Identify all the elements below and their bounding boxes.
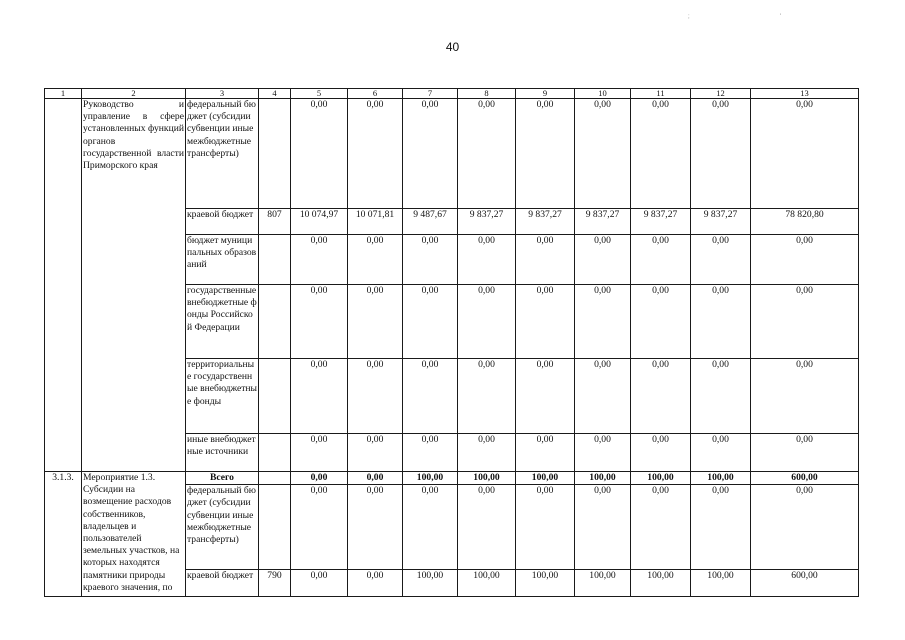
value-cell: 9 837,27	[691, 209, 751, 235]
value-cell: 0,00	[458, 485, 516, 570]
value-cell: 0,00	[691, 235, 751, 285]
column-header: 2	[82, 89, 186, 99]
page-number: 40	[445, 40, 460, 54]
row-number-cell	[45, 99, 82, 472]
table-row	[45, 99, 859, 209]
value-cell: 0,00	[631, 434, 691, 472]
column-header: 11	[631, 89, 691, 99]
value-cell: 0,00	[575, 285, 631, 359]
value-cell: 0,00	[751, 359, 859, 434]
value-cell: 100,00	[403, 472, 458, 485]
value-cell: 100,00	[516, 570, 575, 597]
funding-source: государственные внебюджетные фонды Российской Федерации	[186, 285, 259, 359]
value-cell: 0,00	[291, 285, 348, 359]
header-row	[45, 89, 859, 99]
activity-description: Мероприятие 1.3. Субсидии на возмещение расходов собственников, владельцев и пользователей земельных участков, на которых находятся памятники природы краевого значения, по	[82, 472, 186, 597]
value-cell: 0,00	[575, 235, 631, 285]
budget-code: 790	[259, 570, 291, 597]
value-cell: 100,00	[631, 570, 691, 597]
budget-code	[259, 235, 291, 285]
value-cell: 0,00	[291, 434, 348, 472]
funding-source: бюджет муниципальных образований	[186, 235, 259, 285]
budget-code	[259, 434, 291, 472]
column-header: 7	[403, 89, 458, 99]
value-cell: 100,00	[575, 472, 631, 485]
value-cell: 0,00	[575, 485, 631, 570]
budget-code	[259, 99, 291, 209]
value-cell: 600,00	[751, 570, 859, 597]
corner-mark-left: ;	[688, 14, 690, 20]
value-cell: 0,00	[516, 285, 575, 359]
value-cell: 10 074,97	[291, 209, 348, 235]
funding-source: федеральный бюджет (субсидии субвенции иные межбюджетные трансферты)	[186, 485, 259, 570]
value-cell: 9 837,27	[458, 209, 516, 235]
value-cell: 0,00	[348, 285, 403, 359]
value-cell: 100,00	[458, 472, 516, 485]
value-cell: 0,00	[291, 99, 348, 209]
value-cell: 100,00	[691, 570, 751, 597]
budget-code	[259, 285, 291, 359]
column-header: 5	[291, 89, 348, 99]
value-cell: 0,00	[458, 285, 516, 359]
value-cell: 0,00	[575, 359, 631, 434]
value-cell: 0,00	[403, 359, 458, 434]
funding-source: федеральный бюджет (субсидии субвенции иные межбюджетные трансферты)	[186, 99, 259, 209]
column-header: 12	[691, 89, 751, 99]
value-cell: 0,00	[631, 235, 691, 285]
value-cell: 9 837,27	[631, 209, 691, 235]
column-header: 8	[458, 89, 516, 99]
value-cell: 0,00	[575, 99, 631, 209]
budget-table	[44, 88, 859, 597]
value-cell: 100,00	[575, 570, 631, 597]
value-cell: 600,00	[751, 472, 859, 485]
value-cell: 0,00	[403, 235, 458, 285]
value-cell: 100,00	[458, 570, 516, 597]
value-cell: 0,00	[631, 485, 691, 570]
budget-code	[259, 485, 291, 570]
row-number-cell: 3.1.3.	[45, 472, 82, 597]
value-cell: 0,00	[291, 472, 348, 485]
column-header: 3	[186, 89, 259, 99]
value-cell: 0,00	[403, 99, 458, 209]
budget-code: 807	[259, 209, 291, 235]
value-cell: 0,00	[691, 285, 751, 359]
value-cell: 0,00	[691, 99, 751, 209]
value-cell: 0,00	[631, 285, 691, 359]
value-cell: 0,00	[516, 99, 575, 209]
value-cell: 0,00	[403, 485, 458, 570]
value-cell: 0,00	[458, 434, 516, 472]
funding-source: краевой бюджет	[186, 570, 259, 597]
value-cell: 0,00	[751, 434, 859, 472]
budget-code	[259, 359, 291, 434]
funding-source: краевой бюджет	[186, 209, 259, 235]
value-cell: 0,00	[751, 235, 859, 285]
value-cell: 0,00	[458, 235, 516, 285]
value-cell: 0,00	[348, 99, 403, 209]
value-cell: 0,00	[348, 472, 403, 485]
value-cell: 100,00	[403, 570, 458, 597]
value-cell: 9 837,27	[516, 209, 575, 235]
value-cell: 10 071,81	[348, 209, 403, 235]
value-cell: 9 837,27	[575, 209, 631, 235]
column-header: 9	[516, 89, 575, 99]
value-cell: 0,00	[516, 434, 575, 472]
table-row	[45, 472, 859, 485]
value-cell: 0,00	[575, 434, 631, 472]
value-cell: 0,00	[458, 99, 516, 209]
value-cell: 0,00	[291, 485, 348, 570]
value-cell: 0,00	[348, 359, 403, 434]
value-cell: 0,00	[631, 359, 691, 434]
value-cell: 100,00	[516, 472, 575, 485]
budget-code	[259, 472, 291, 485]
value-cell: 0,00	[751, 99, 859, 209]
value-cell: 100,00	[691, 472, 751, 485]
funding-source: территориальные государственные внебюджетные фонды	[186, 359, 259, 434]
corner-mark-right: '	[780, 14, 782, 20]
value-cell: 0,00	[691, 485, 751, 570]
value-cell: 0,00	[691, 434, 751, 472]
value-cell: 0,00	[458, 359, 516, 434]
value-cell: 0,00	[691, 359, 751, 434]
value-cell: 0,00	[403, 434, 458, 472]
column-header: 1	[45, 89, 82, 99]
column-header: 4	[259, 89, 291, 99]
value-cell: 0,00	[403, 285, 458, 359]
column-header: 6	[348, 89, 403, 99]
value-cell: 78 820,80	[751, 209, 859, 235]
value-cell: 0,00	[291, 235, 348, 285]
value-cell: 0,00	[348, 235, 403, 285]
column-header: 13	[751, 89, 859, 99]
value-cell: 100,00	[631, 472, 691, 485]
funding-source: Всего	[186, 472, 259, 485]
value-cell: 0,00	[291, 359, 348, 434]
value-cell: 9 487,67	[403, 209, 458, 235]
value-cell: 0,00	[631, 99, 691, 209]
value-cell: 0,00	[348, 434, 403, 472]
value-cell: 0,00	[348, 485, 403, 570]
value-cell: 0,00	[291, 570, 348, 597]
value-cell: 0,00	[516, 485, 575, 570]
activity-description: Руководство и управление в сфере установленных функций органов государственной власти Приморского края	[82, 99, 186, 472]
value-cell: 0,00	[751, 285, 859, 359]
column-header: 10	[575, 89, 631, 99]
value-cell: 0,00	[516, 359, 575, 434]
value-cell: 0,00	[516, 235, 575, 285]
funding-source: иные внебюджетные источники	[186, 434, 259, 472]
value-cell: 0,00	[348, 570, 403, 597]
value-cell: 0,00	[751, 485, 859, 570]
